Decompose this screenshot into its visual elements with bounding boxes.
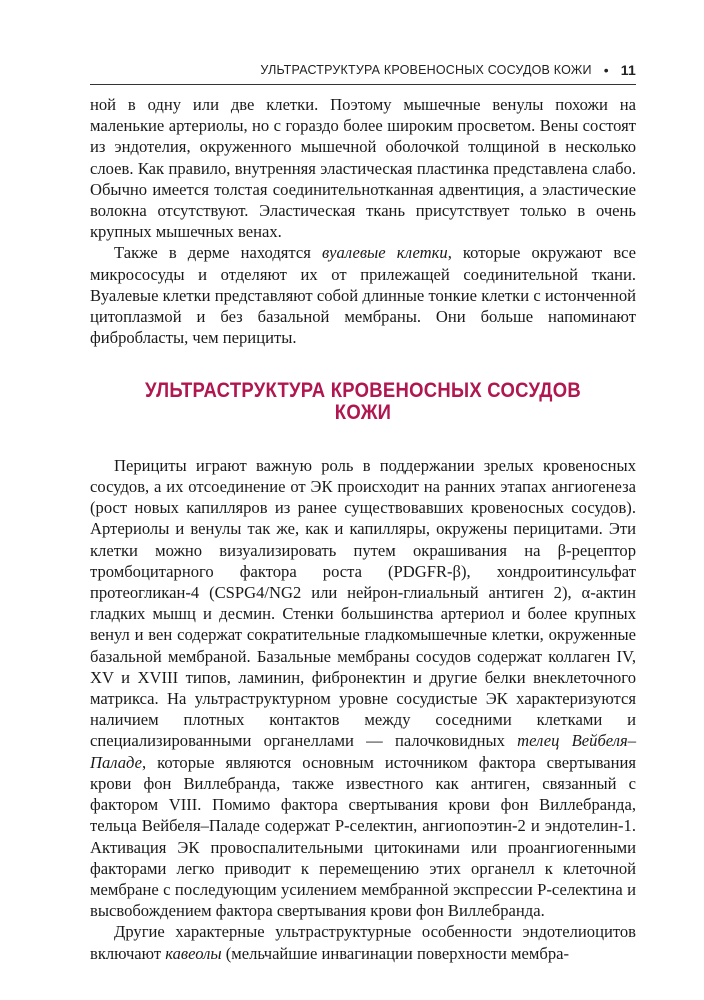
header-bullet: • [603, 62, 609, 78]
term-weibel-palade: телец Вейбеля–Паладе [90, 731, 636, 772]
page-number: 11 [620, 62, 636, 78]
paragraph-3-text-b: , которые являются основным источником фактора свертывания крови фон Виллебранда, также известного как антиген, связанный с фактором VIII. Помимо фактора свертывания крови фон Виллебранда, тельца Вейбеля–Паладе содержат P-селектин, ангиопоэтин-2 и эндотелин-1. Активация ЭК провоспалительными цитокинами или проангиогенными факторами легко приводит к перемещению этих органелл к клеточной мембране с последующим усилением мембранной экспрессии P-селектина и высвобождением фактора свертывания крови фон Виллебранда. [90, 752, 636, 921]
paragraph-3-text-a: Перициты играют важную роль в поддержании зрелых кровеносных сосудов, а их отсоединение от ЭК происходит на ранних этапах ангиогенеза (рост новых капилляров из ранее существовавших кровеносных сосудов). Артериолы и венулы так же, как и капилляры, окружены перицитами. Эти клетки можно визуализировать путем окрашивания на β-рецептор тромбоцитарного фактора роста (PDGFR-β), хондроитинсульфат протеогликан-4 (CSPG4/NG2 или нейрон-глиальный антиген 2), α-актин гладких мышц и десмин. Стенки большинства артериол и более крупных венул и вен содержат сократительные гладкомышечные клетки, окруженные базальной мембраной. Базальные мембраны сосудов содержат коллаген IV, XV и XVIII типов, ламинин, фибронектин и другие белки внеклеточного матрикса. На ультраструктурном уровне сосудистые ЭК характеризуются наличием плотных контактов между соседними клетками и специализированными органеллами — палочковидных [90, 455, 636, 751]
running-title: УЛЬТРАСТРУКТУРА КРОВЕНОСНЫХ СОСУДОВ КОЖИ [260, 63, 592, 77]
paragraph-4 [90, 921, 636, 963]
paragraph-4-text-b: (мельчайшие инвагинации поверхности мембра- [221, 943, 570, 963]
paragraph-2 [90, 242, 636, 348]
paragraph-2-text-a: Также в дерме находятся [114, 243, 322, 263]
term-veil-cells: вуалевые клетки [321, 243, 448, 263]
paragraph-1: ной в одну или две клетки. Поэтому мышечные венулы похожи на маленькие артериолы, но с гораздо более широким просветом. Вены состоят из эндотелия, окруженного мышечной оболочкой толщиной в несколько слоев. Как правило, внутренняя эластическая пластинка представлена слабо. Обычно имеется толстая соединительнотканная адвентиция, а эластические волокна отсутствуют. Эластическая ткань присутствует только в очень крупных мышечных венах. [90, 95, 636, 242]
section-heading: УЛЬТРАСТРУКТУРА КРОВЕНОСНЫХ СОСУДОВ КОЖИ [145, 379, 581, 424]
header-rule [90, 84, 636, 85]
paragraph-2-text-b: , которые окружают все микрососуды и отделяют их от прилежащей соединительной ткани. Вуалевые клетки представляют собой длинные тонкие клетки с истонченной цитоплазмой и без базальной мембраны. Они больше напоминают фибробласты, чем перициты. [90, 243, 637, 348]
running-header [90, 62, 636, 78]
term-caveolae: кавеолы [165, 943, 222, 963]
paragraph-3 [90, 455, 636, 921]
paragraph-4-text-a: Другие характерные ультраструктурные особенности эндотелиоцитов включают [90, 922, 636, 963]
page-body [90, 94, 636, 964]
